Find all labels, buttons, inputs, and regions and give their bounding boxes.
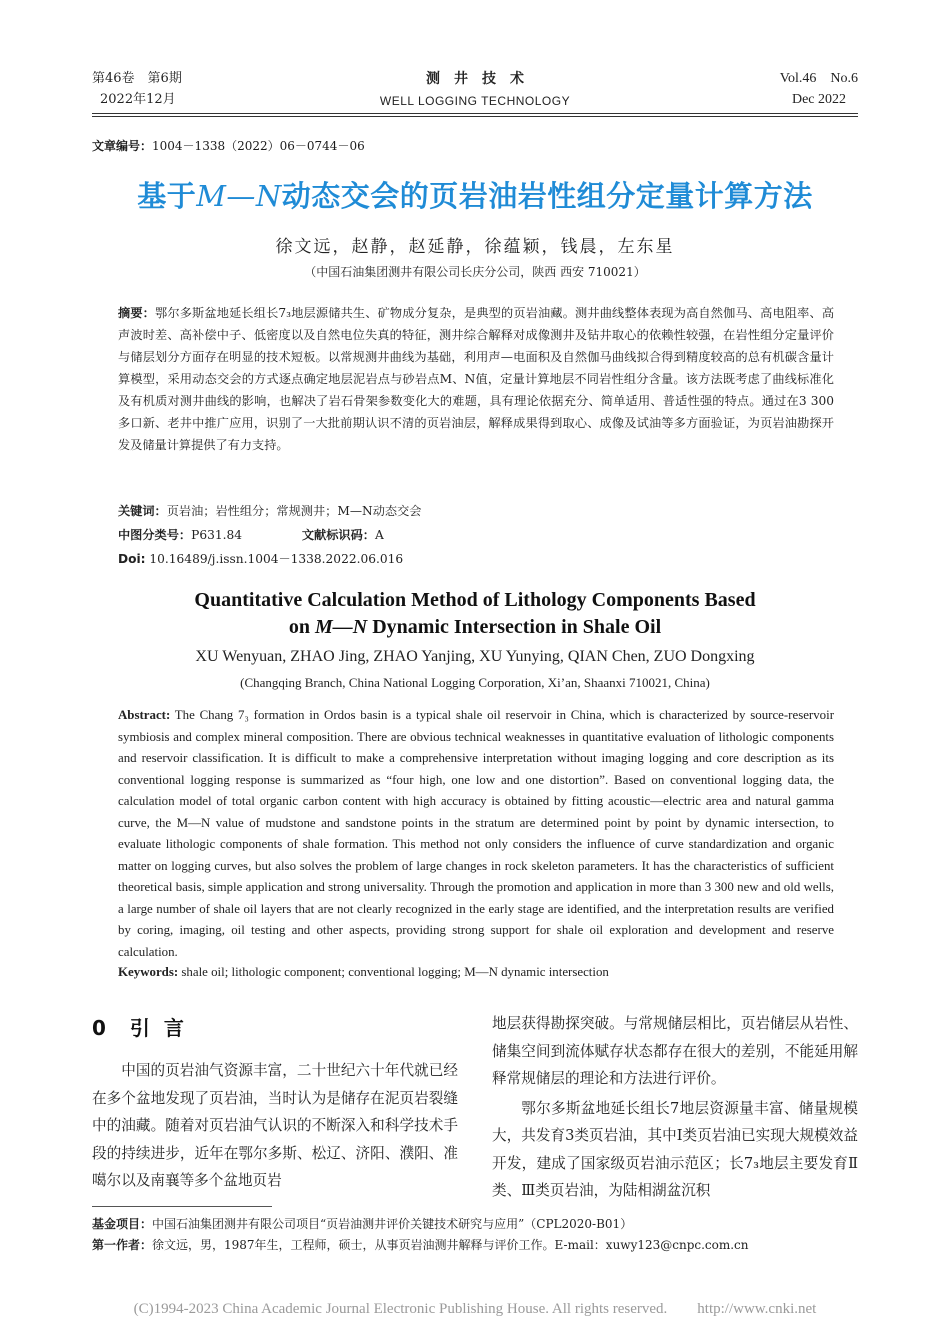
title-cn-post: 动态交会的页岩油岩性组分定量计算方法 (281, 179, 813, 213)
article-number-label: 文章编号： (92, 139, 153, 153)
abstract-cn (118, 302, 834, 456)
header-volume-cn: 第46卷 第6期 (92, 71, 182, 86)
body-left-column (92, 1057, 458, 1195)
footnote-author (92, 1236, 749, 1254)
keywords-en-label: Keywords: (118, 965, 179, 979)
affiliation-cn: （中国石油集团测井有限公司长庆分公司，陕西 西安 710021） (304, 265, 646, 279)
journal-title-en: WELL LOGGING TECHNOLOGY (379, 94, 571, 108)
fund-label: 基金项目： (92, 1217, 153, 1231)
page-title-en (0, 587, 950, 641)
first-author-text: 徐文远，男，1987年生，工程师，硕士，从事页岩油测井解释与评价工作。E-mail：xuwy123@cnpc.com.cn (152, 1238, 749, 1252)
keywords-en (118, 962, 834, 984)
body-left-paragraph: 中国的页岩油气资源丰富，二十世纪六十年代就已经在多个盆地发现了页岩油，当时认为是储存在泥页岩裂缝中的油藏。随着对页岩油气认识的不断深入和科学技术手段的持续进步，近年在鄂尔多斯、松辽、济阳、濮阳、准噶尔以及南襄等多个盆地页岩 (92, 1062, 458, 1189)
section-title: 引言 (129, 1016, 198, 1040)
page-title-cn (0, 174, 950, 215)
header-volume-en: Vol.46 No.6 (779, 71, 858, 86)
body-right-paragraph-2: 鄂尔多斯盆地延长组长7地层资源量丰富、储量规模大，共发育3类页岩油，其中Ⅰ类页岩油已实现大规模效益开发，建成了国家级页岩油示范区；长7₃地层主要发育Ⅱ类、Ⅲ类页岩油，为陆相湖盆沉积 (492, 1099, 858, 1199)
section-number: 0 (92, 1016, 106, 1040)
abstract-en-label: Abstract: (118, 708, 171, 722)
doc-code-label: 文献标识码： (301, 528, 375, 542)
keywords-cn-text: 页岩油；岩性组分；常规测井；M—N动态交会 (166, 504, 422, 518)
affiliation-en: (Changqing Branch, China National Logging Corporation, Xi’an, Shaanxi 710021, China) (240, 675, 710, 690)
header-date-cn: 2022年12月 (100, 92, 176, 107)
footnote-fund (92, 1215, 632, 1233)
doi-label: Doi: (118, 552, 146, 566)
title-en-italic: M—N (315, 616, 368, 638)
body-right-paragraph-1: 地层获得勘探突破。与常规储层相比，页岩储层从岩性、储集空间到流体赋存状态都存在很大的差别，不能延用解释常规储层的理论和方法进行评价。 (492, 1015, 858, 1087)
keywords-en-text: shale oil; lithologic component; conventional logging; M—N dynamic intersection (181, 965, 609, 979)
keywords-cn-label: 关键词： (118, 504, 167, 518)
header-date-en: Dec 2022 (791, 92, 846, 107)
title-en-line1: Quantitative Calculation Method of Lithology Components Based (194, 589, 756, 611)
clc-label: 中图分类号： (118, 528, 192, 542)
clc-value: P631.84 (191, 528, 242, 542)
copyright-notice: (C)1994-2023 China Academic Journal Electronic Publishing House. All rights reserved. http://www.cnki.net (133, 1301, 817, 1317)
section-heading (92, 1012, 198, 1041)
abstract-en (118, 705, 834, 963)
authors-cn: 徐文远，赵静，赵延静，徐蕴颖，钱晨，左东星 (275, 237, 675, 257)
title-cn-italic: M—N (196, 179, 282, 213)
keywords-cn (118, 500, 421, 522)
title-en-line2-pre: on (288, 616, 315, 638)
article-number-value: 1004－1338（2022）06－0744－06 (152, 139, 365, 153)
abstract-cn-text: 鄂尔多斯盆地延长组长7₃地层源储共生、矿物成分复杂，是典型的页岩油藏。测井曲线整体表现为高自然伽马、高电阻率、高声波时差、高补偿中子、低密度以及自然电位失真的特征，测井综合解释对成像测井及钻井取心的依赖性较强，在岩性组分定量评价与储层划分方面存在明显的技术短板。以常规测井曲线为基础，利用声—电面积及自然伽马曲线拟合得到精度较高的总有机碳含量计算模型，采用动态交会的方式逐点确定地层泥岩点与砂岩点M、N值，定量计算地层不同岩性组分含量。该方法既考虑了曲线标准化及有机质对测井曲线的影响，也解决了岩石骨架参数变化大的难题，具有理论依据充分、简单适用、普适性强的特点。通过在3 300多口新、老井中推广应用，识别了一大批前期认识不清的页岩油层，解释成果得到取心、成像及试油等多方面验证，为页岩油勘探开发及储量计算提供了有力支持。 (118, 306, 835, 452)
footnote-rule (92, 1206, 272, 1207)
first-author-label: 第一作者： (92, 1238, 153, 1252)
journal-title-cn: 测 井 技 术 (426, 71, 524, 87)
header-rule (92, 113, 858, 114)
fund-text: 中国石油集团测井有限公司项目“页岩油测井评价关键技术研究与应用”（CPL2020-B01） (152, 1217, 633, 1231)
body-right-column (492, 1010, 858, 1205)
classification (118, 524, 384, 546)
abstract-cn-label: 摘要： (118, 306, 156, 320)
header-rule-double (92, 116, 858, 117)
article-number (92, 137, 365, 154)
title-cn-pre: 基于 (137, 179, 197, 213)
doc-code-value: A (374, 528, 384, 542)
abstract-en-text: The Chang 7₃ formation in Ordos basin is a typical shale oil reservoir in China, which is characterized by source-reservoir symbiosis and complex mineral composition. There are obvious technical weaknesses in quantitative evaluation of lithologic components and reservoir classification. It is difficult to make a comprehensive interpretation without imaging logging and core description as its conventional logging response is summarized as “four high, one low and one distortion”. Based on conventional logging data, the calculation model of total organic carbon content with high accuracy is obtained by fitting acoustic—electric area and natural gamma curve, the M—N value of mudstone and sandstone points in the stratum are determined point by point by dynamic intersection, to evaluate lithologic components of shale formation. This method not only considers the influence of curve standardization and organic matter on logging curves, but also solves the problem of large changes in rock skeleton parameters. It has the characteristics of sufficient theoretical basis, simple application and strong universality. Through the promotion and application in more than 3 300 new and old wells, a large number of shale oil layers that are not clearly recognized in the early stage are identified, and the interpretation results are verified by coring, imaging, oil testing and other aspects, providing strong support for shale oil exploration and development and reserve calculation. (118, 708, 834, 959)
title-en-line2-post: Dynamic Intersection in Shale Oil (367, 616, 662, 638)
title-en-line2 (0, 614, 950, 641)
doi (118, 548, 403, 570)
doi-value: 10.16489/j.issn.1004－1338.2022.06.016 (149, 552, 404, 566)
authors-en: XU Wenyuan, ZHAO Jing, ZHAO Yanjing, XU Yunying, QIAN Chen, ZUO Dongxing (195, 648, 755, 665)
